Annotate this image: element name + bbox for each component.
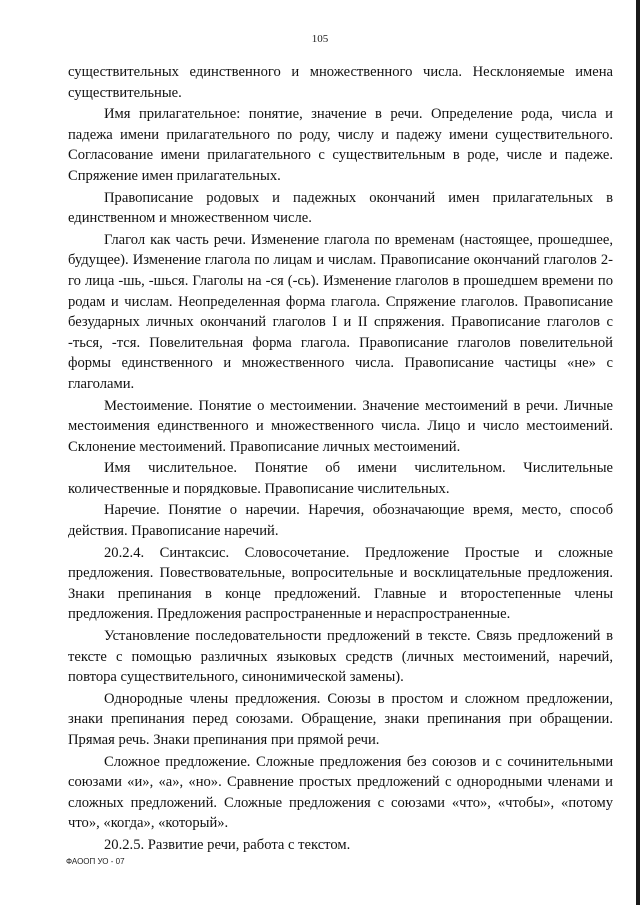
paragraph-pronoun: Местоимение. Понятие о местоимении. Значение местоимений в речи. Личные местоимения единственного и множественного числа. Лицо и число местоимений. Склонение местоимений. Правописание личных местоимений. <box>68 397 613 455</box>
paragraph-numeral: Имя числительное. Понятие об имени числительном. Числительные количественные и порядковые. Правописание числительных. <box>68 460 613 497</box>
paragraph-adverb: Наречие. Понятие о наречии. Наречия, обозначающие время, место, способ действия. Правописание наречий. <box>68 502 613 540</box>
document-body <box>68 62 613 857</box>
footer-code: ФАООП УО - 07 <box>66 857 125 866</box>
paragraph-speech-development: 20.2.5. Развитие речи, работа с текстом. <box>104 836 351 853</box>
paragraph-adjective-spelling: Правописание родовых и падежных окончаний имен прилагательных в единственном и множественном числе. <box>68 189 613 227</box>
paragraph-complex-sentence: Сложное предложение. Сложные предложения без союзов и с сочинительными союзами «и», «а», «но». Сравнение простых предложений с однородными членами и сложных предложений. Сложные предложения с союзами «что», «чтобы», «потому что», «когда», «который». <box>68 753 613 832</box>
paragraph-homogeneous-members: Однородные члены предложения. Союзы в простом и сложном предложении, знаки препинания перед союзами. Обращение, знаки препинания при обращении. Прямая речь. Знаки препинания при прямой речи. <box>68 690 613 748</box>
paragraph-nouns-continuation: существительных единственного и множественного числа. Несклоняемые имена существительные. <box>68 64 613 101</box>
paragraph-adjective: Имя прилагательное: понятие, значение в речи. Определение рода, числа и падежа имени прилагательного по роду, числу и падежу имени существительного. Согласование имени прилагательного с существительным в роде, числе и падеже. Спряжение имен прилагательных. <box>68 106 613 184</box>
scan-edge <box>636 0 640 905</box>
paragraph-sentence-order: Установление последовательности предложений в тексте. Связь предложений в тексте с помощью различных языковых средств (личных местоимений, наречий, повтора существительного, синонимической замены). <box>68 628 613 686</box>
paragraph-verb: Глагол как часть речи. Изменение глагола по временам (настоящее, прошедшее, будущее). Изменение глагола по лицам и числам. Правописание окончаний глаголов 2-го лица -шь, -шься. Глаголы на -ся (-сь). Изменение глаголов в прошедшем времени по родам и числам. Неопределенная форма глагола. Спряжение глаголов. Правописание безударных личных окончаний глаголов I и II спряжения. Правописание глаголов с -ться, -тся. Повелительная форма глагола. Правописание глаголов повелительной формы единственного и множественного числа. Правописание частицы «не» с глаголами. <box>68 231 613 392</box>
page-number: 105 <box>311 33 329 45</box>
paragraph-syntax: 20.2.4. Синтаксис. Словосочетание. Предложение Простые и сложные предложения. Повествовательные, вопросительные и восклицательные предложения. Знаки препинания в конце предложений. Главные и второстепенные члены предложения. Предложения распространенные и нераспространенные. <box>68 544 613 623</box>
